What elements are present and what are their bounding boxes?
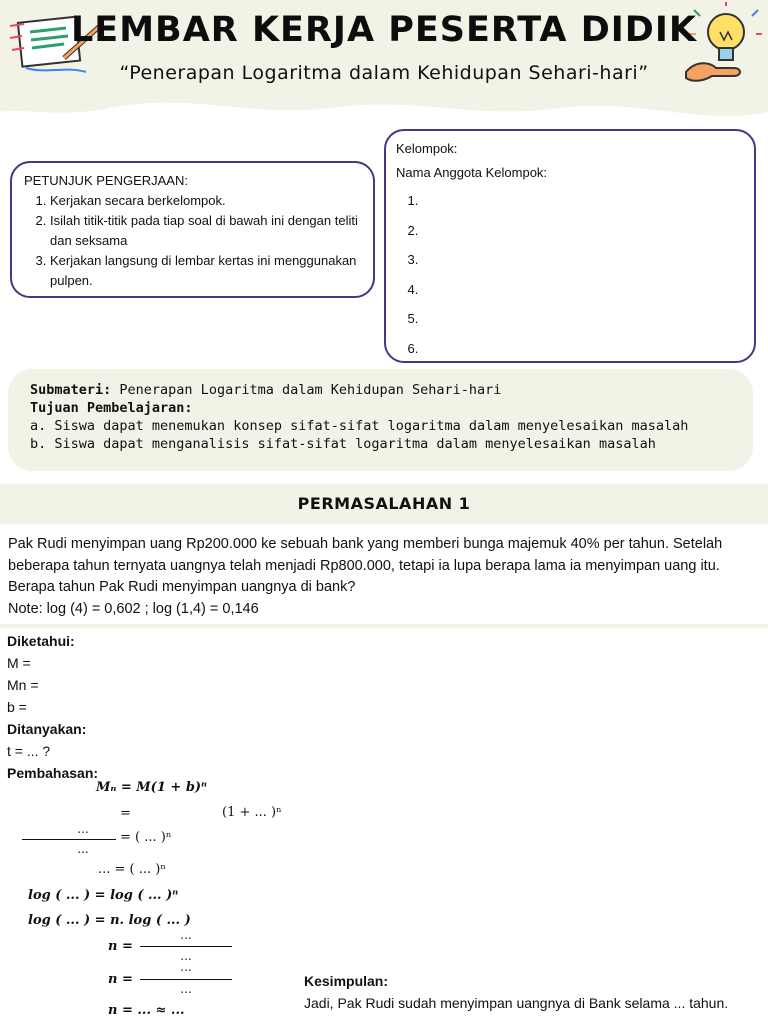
formula-line3-rhs[interactable]: = ( ... )ⁿ [120, 830, 172, 845]
formula-line9[interactable]: n = ... ≈ ... [108, 1003, 185, 1018]
conclusion-label: Kesimpulan: [304, 973, 389, 989]
problem-text-block [8, 534, 760, 620]
formula-line5[interactable]: log ( ... ) = log ( ... )ⁿ [28, 888, 179, 903]
fraction-numerator[interactable]: ... [180, 928, 192, 942]
instructions-box [10, 161, 375, 298]
formula-compound-interest: Mₙ = M(1 + b)ⁿ [96, 780, 208, 795]
asked-t[interactable]: t = ... ? [7, 743, 51, 759]
submateri-value: Penerapan Logaritma dalam Kehidupan Sehari-hari [111, 382, 502, 398]
member-field[interactable] [422, 341, 744, 371]
known-m[interactable]: M = [7, 655, 31, 671]
instructions-heading: PETUNJUK PENGERJAAN: [24, 173, 188, 188]
members-list [422, 193, 744, 370]
member-field[interactable] [422, 223, 744, 253]
objective-item: b. Siswa dapat menganalisis sifat-sifat logaritma dalam menyelesaikan masalah [30, 436, 656, 452]
fraction-bar [22, 839, 116, 840]
group-members-box [384, 129, 756, 363]
instruction-item: 3. Kerjakan langsung di lembar kertas ini menggunakan pulpen. [50, 251, 363, 291]
page-subtitle: “Penerapan Logaritma dalam Kehidupan Sehari-hari” [119, 62, 649, 84]
known-section [7, 630, 98, 784]
submateri-label: Submateri: [30, 382, 112, 398]
problem-title: PERMASALAHAN 1 [0, 484, 768, 524]
members-label: Nama Anggota Kelompok: [396, 165, 548, 180]
formula-line2-eq: = [120, 806, 131, 821]
known-mn[interactable]: Mn = [7, 677, 39, 693]
conclusion-text[interactable]: Jadi, Pak Rudi sudah menyimpan uangnya di Bank selama ... tahun. [304, 995, 729, 1011]
known-b[interactable]: b = [7, 699, 27, 715]
formula-line6[interactable]: log ( ... ) = n. log ( ... ) [28, 913, 191, 928]
tujuan-label: Tujuan Pembelajaran: [30, 400, 193, 416]
fraction-bar [140, 979, 232, 980]
page-title: LEMBAR KERJA PESERTA DIDIK [71, 10, 697, 50]
formula-line7-lhs: n = [108, 939, 133, 954]
fraction-bar [140, 946, 232, 947]
member-field[interactable] [422, 193, 744, 223]
group-label: Kelompok: [396, 141, 458, 156]
fraction-denominator[interactable]: ... [180, 982, 192, 996]
formula-line4[interactable]: ... = ( ... )ⁿ [98, 862, 166, 877]
problem-text: Pak Rudi menyimpan uang Rp200.000 ke sebuah bank yang memberi bunga majemuk 40% per tahun. Setelah beberapa tahun ternyata uangnya telah menjadi Rp800.000, tetapi ia lupa berapa lama ia menyimpan uang itu. Berapa tahun Pak Rudi menyimpan uangnya di bank? [8, 536, 723, 596]
ditanyakan-label: Ditanyakan: [7, 721, 87, 737]
divider [0, 624, 768, 628]
instruction-item: 1. Kerjakan secara berkelompok. [50, 191, 363, 211]
member-field[interactable] [422, 311, 744, 341]
fraction-denominator[interactable]: ... [77, 842, 89, 856]
problem-note: Note: log (4) = 0,602 ; log (1,4) = 0,146 [8, 600, 259, 617]
member-field[interactable] [422, 252, 744, 282]
diketahui-label: Diketahui: [7, 633, 75, 649]
objectives-box [8, 369, 753, 471]
fraction-numerator[interactable]: ... [180, 960, 192, 974]
instructions-list [50, 191, 363, 291]
formula-line2-rhs[interactable]: (1 + ... )ⁿ [222, 805, 282, 820]
fraction-numerator[interactable]: ... [77, 822, 89, 836]
conclusion-section [304, 970, 728, 1014]
member-field[interactable] [422, 282, 744, 312]
pembahasan-label: Pembahasan: [7, 765, 99, 781]
objective-item: a. Siswa dapat menemukan konsep sifat-sifat logaritma dalam menyelesaikan masalah [30, 418, 689, 434]
instruction-item: 2. Isilah titik-titik pada tiap soal di bawah ini dengan teliti dan seksama [50, 211, 363, 251]
formula-line8-lhs: n = [108, 972, 133, 987]
fraction-denominator[interactable]: ... [180, 949, 192, 963]
